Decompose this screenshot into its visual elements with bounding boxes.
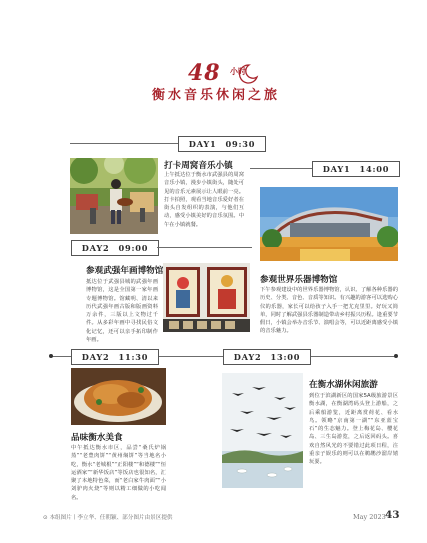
- section-text-food: 中午抵达衡水市区，品尝“桑氏炉锅蒸”“老豊肉饼”“黄州焖饼”等当地名小吃，衡水“老城根”“正阳楼”“和德楼”“恒运酒家”“新华饭店”等饭店也很知名，汇聚了本地特色菜，而“老白家牛肉面”“小刘驴肉火烧”等则以精工细做的小吃闻名。: [71, 445, 166, 501]
- issue-month: May 2023: [353, 513, 386, 521]
- food-photo: [71, 368, 166, 425]
- timeline-line: [250, 168, 312, 169]
- music-town-photo: [70, 158, 158, 234]
- timeline-line: [157, 247, 252, 248]
- tag-day1-0930: DAY1 09:30: [178, 136, 266, 152]
- tag-day1-1400: DAY1 14:00: [312, 161, 400, 177]
- instrument-museum-photo: [260, 187, 398, 261]
- tag-day2-0900: DAY2 09:00: [71, 240, 159, 256]
- section-title-food: 品味衡水美食: [71, 433, 123, 443]
- tag-day2-1300: DAY2 13:00: [223, 349, 311, 365]
- section-text-instrument-museum: 下午参观建设中的世界乐器博物馆，认识、了解各种乐器的历史、分类、音色、音质等知识。有兴趣的游客可以选购心仪的乐器，家长可以给孩子入手一把尤克里里。好玩又简单，同时了解武强县乐器制造带动乡村振兴历程。逢重要节假日，小镇会举办音乐节、演唱会等，可以近距离感受小镇的音乐魅力。: [260, 287, 398, 335]
- header-unit: 小时: [230, 67, 246, 76]
- header-number: 48: [188, 60, 221, 86]
- photo-credit: ⊙ 本组图片丨李立华、任朝颖、部分图片由景区提供: [43, 515, 173, 521]
- section-title-instrument-museum: 参观世界乐器博物馆: [260, 275, 338, 285]
- new-year-painting-photo: [163, 263, 250, 332]
- page-title: 衡水音乐休闲之旅: [152, 88, 281, 103]
- lake-photo: [222, 373, 303, 488]
- section-title-new-year-painting: 参观武强年画博物馆: [86, 266, 164, 276]
- page-number: 43: [385, 509, 400, 521]
- timeline-dot: [49, 354, 53, 358]
- section-text-music-town: 上午抵达位于衡水市武强县的周窝音乐小镇，漫步小镇街头，随处可见的音乐元素展示让人眼前一亮。打卡拍照，观看当地音乐爱好者在街头自发组织的表演，与他们互动，感受小镇美好的音乐氛围。中午在小镇就餐。: [164, 172, 244, 228]
- section-title-lake: 在衡水湖休闲旅游: [309, 380, 378, 390]
- tag-day2-1130: DAY2 11:30: [71, 349, 159, 365]
- section-text-lake: 到位于滨湖新区的国家5A级旅游景区衡水湖，在衡湖湾码头登上游船，之后乘船游览，近距离赏荷花、看水鸟。领略“京南第一湖”“东亚蓝宝石”的生态魅力。登上梅花岛、樱花岛、三生岛游览，之后返回码头。喜欢自然风光的不要错过此项日程，注重亲子娱乐的则可以在鹈鹕沙溜岸嬉玩耍。: [309, 393, 398, 466]
- timeline-dot: [394, 354, 398, 358]
- section-title-music-town: 打卡周窝音乐小镇: [164, 161, 233, 171]
- section-text-new-year-painting: 抵达位于武强县城的武强年画博物馆，这是全国第一家年画专题博物馆。馆藏明、清以来历代武强年画古版和版画资料万余件，三版以上文物过千件。从多彩年画中寻找民俗文化记忆，还可以亲手拓印制作年画。: [86, 279, 158, 344]
